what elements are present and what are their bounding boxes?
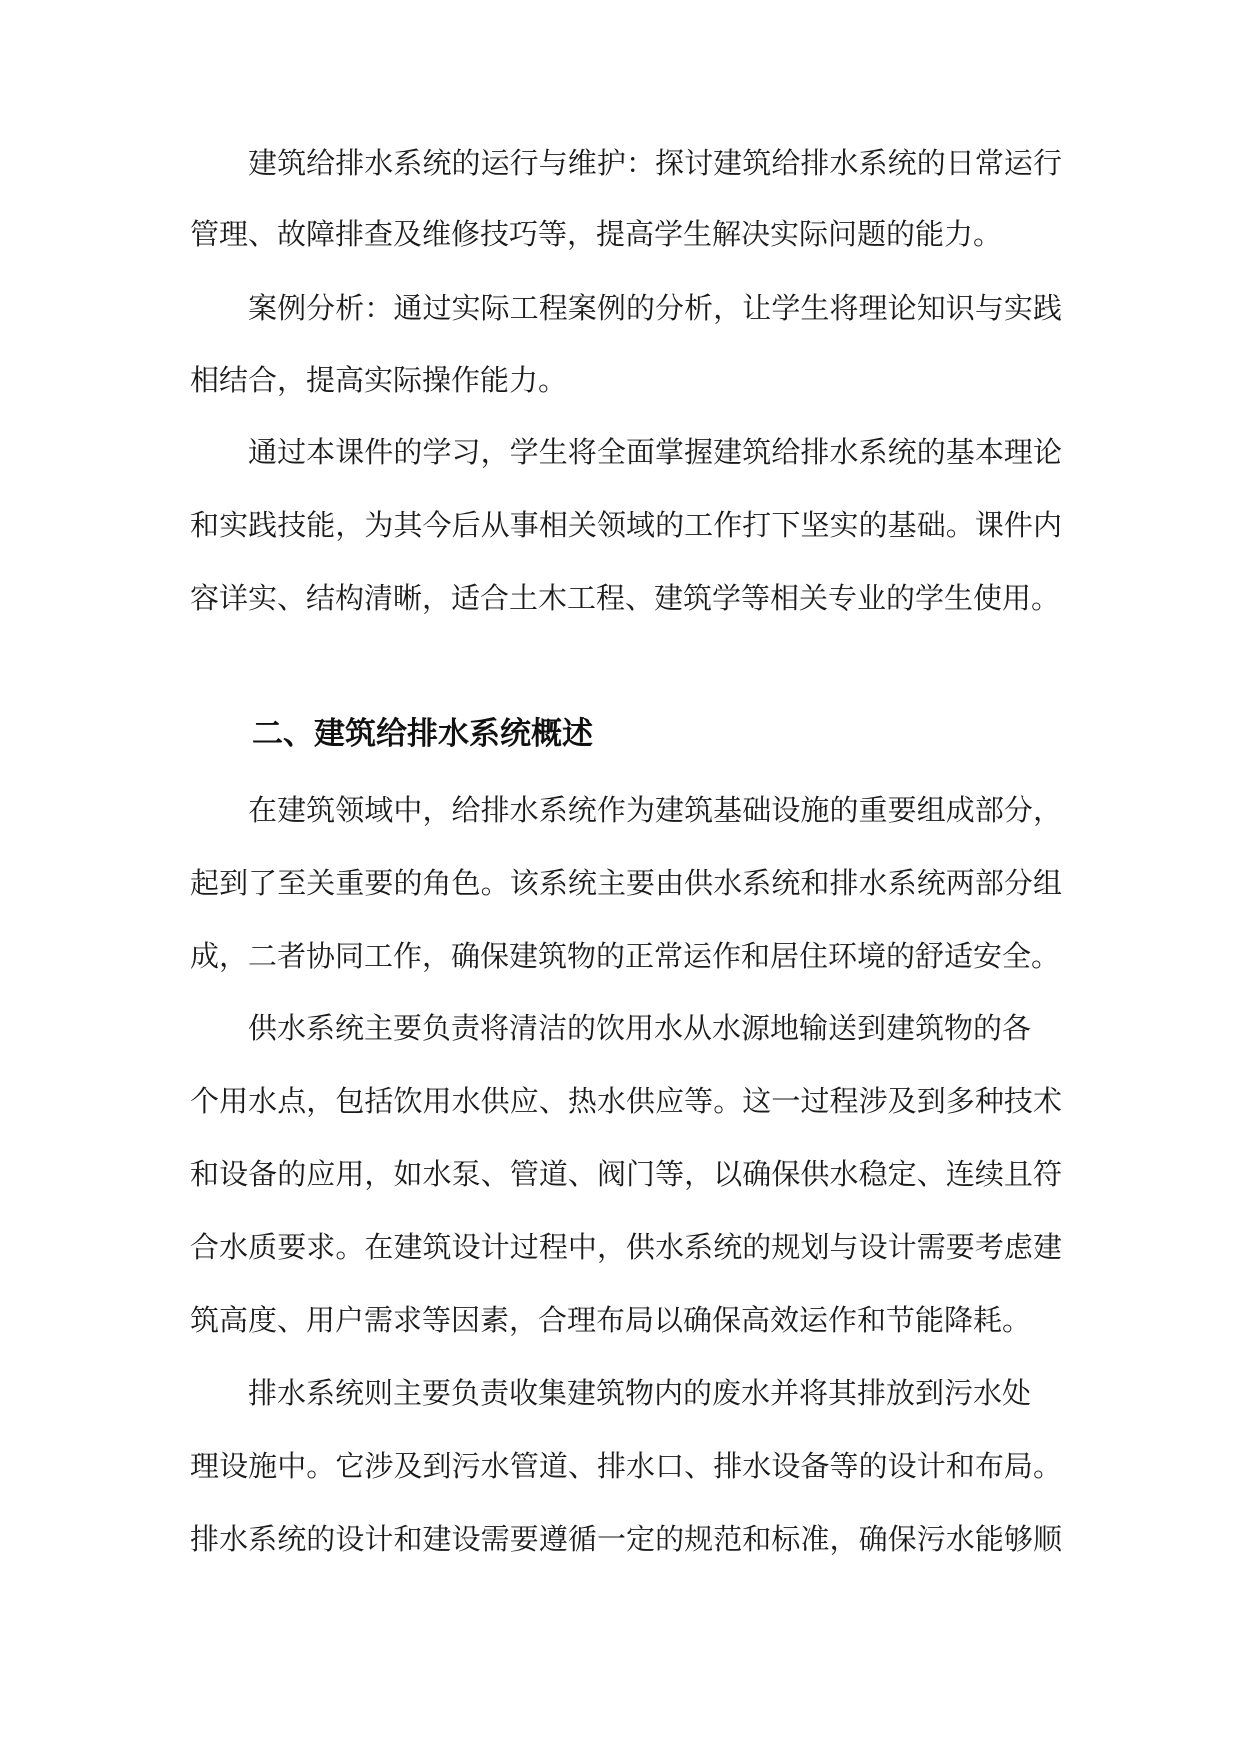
paragraph-line: 理设施中。它涉及到污水管道、排水口、排水设备等的设计和布局。 [190, 1449, 1062, 1483]
paragraph-line: 排水系统的设计和建设需要遵循一定的规范和标准，确保污水能够顺 [190, 1522, 1062, 1556]
paragraph-line: 管理、故障排查及维修技巧等，提高学生解决实际问题的能力。 [190, 217, 1003, 251]
paragraph-line: 筑高度、用户需求等因素，合理布局以确保高效运作和节能降耗。 [190, 1303, 1032, 1337]
paragraph-line: 合水质要求。在建筑设计过程中，供水系统的规划与设计需要考虑建 [190, 1230, 1062, 1264]
paragraph-line: 成，二者协同工作，确保建筑物的正常运作和居住环境的舒适安全。 [190, 939, 1061, 973]
paragraph-line: 在建筑领域中，给排水系统作为建筑基础设施的重要组成部分， [248, 793, 1062, 827]
paragraph-line: 建筑给排水系统的运行与维护：探讨建筑给排水系统的日常运行 [248, 146, 1062, 180]
paragraph-line: 排水系统则主要负责收集建筑物内的废水并将其排放到污水处 [248, 1376, 1032, 1410]
paragraph-line: 个用水点，包括饮用水供应、热水供应等。这一过程涉及到多种技术 [190, 1084, 1062, 1118]
paragraph-line: 案例分析：通过实际工程案例的分析，让学生将理论知识与实践 [248, 291, 1062, 325]
paragraph-line: 起到了至关重要的角色。该系统主要由供水系统和排水系统两部分组 [190, 866, 1062, 900]
section-heading: 二、建筑给排水系统概述 [252, 716, 593, 752]
paragraph-line: 和实践技能，为其今后从事相关领域的工作打下坚实的基础。课件内 [190, 508, 1062, 542]
paragraph-line: 通过本课件的学习，学生将全面掌握建筑给排水系统的基本理论 [248, 435, 1062, 469]
paragraph-line: 相结合，提高实际操作能力。 [190, 363, 568, 397]
paragraph-line: 容详实、结构清晰，适合土木工程、建筑学等相关专业的学生使用。 [190, 581, 1061, 615]
paragraph-line: 和设备的应用，如水泵、管道、阀门等，以确保供水稳定、连续且符 [190, 1157, 1062, 1191]
paragraph-line: 供水系统主要负责将清洁的饮用水从水源地输送到建筑物的各 [248, 1011, 1032, 1045]
